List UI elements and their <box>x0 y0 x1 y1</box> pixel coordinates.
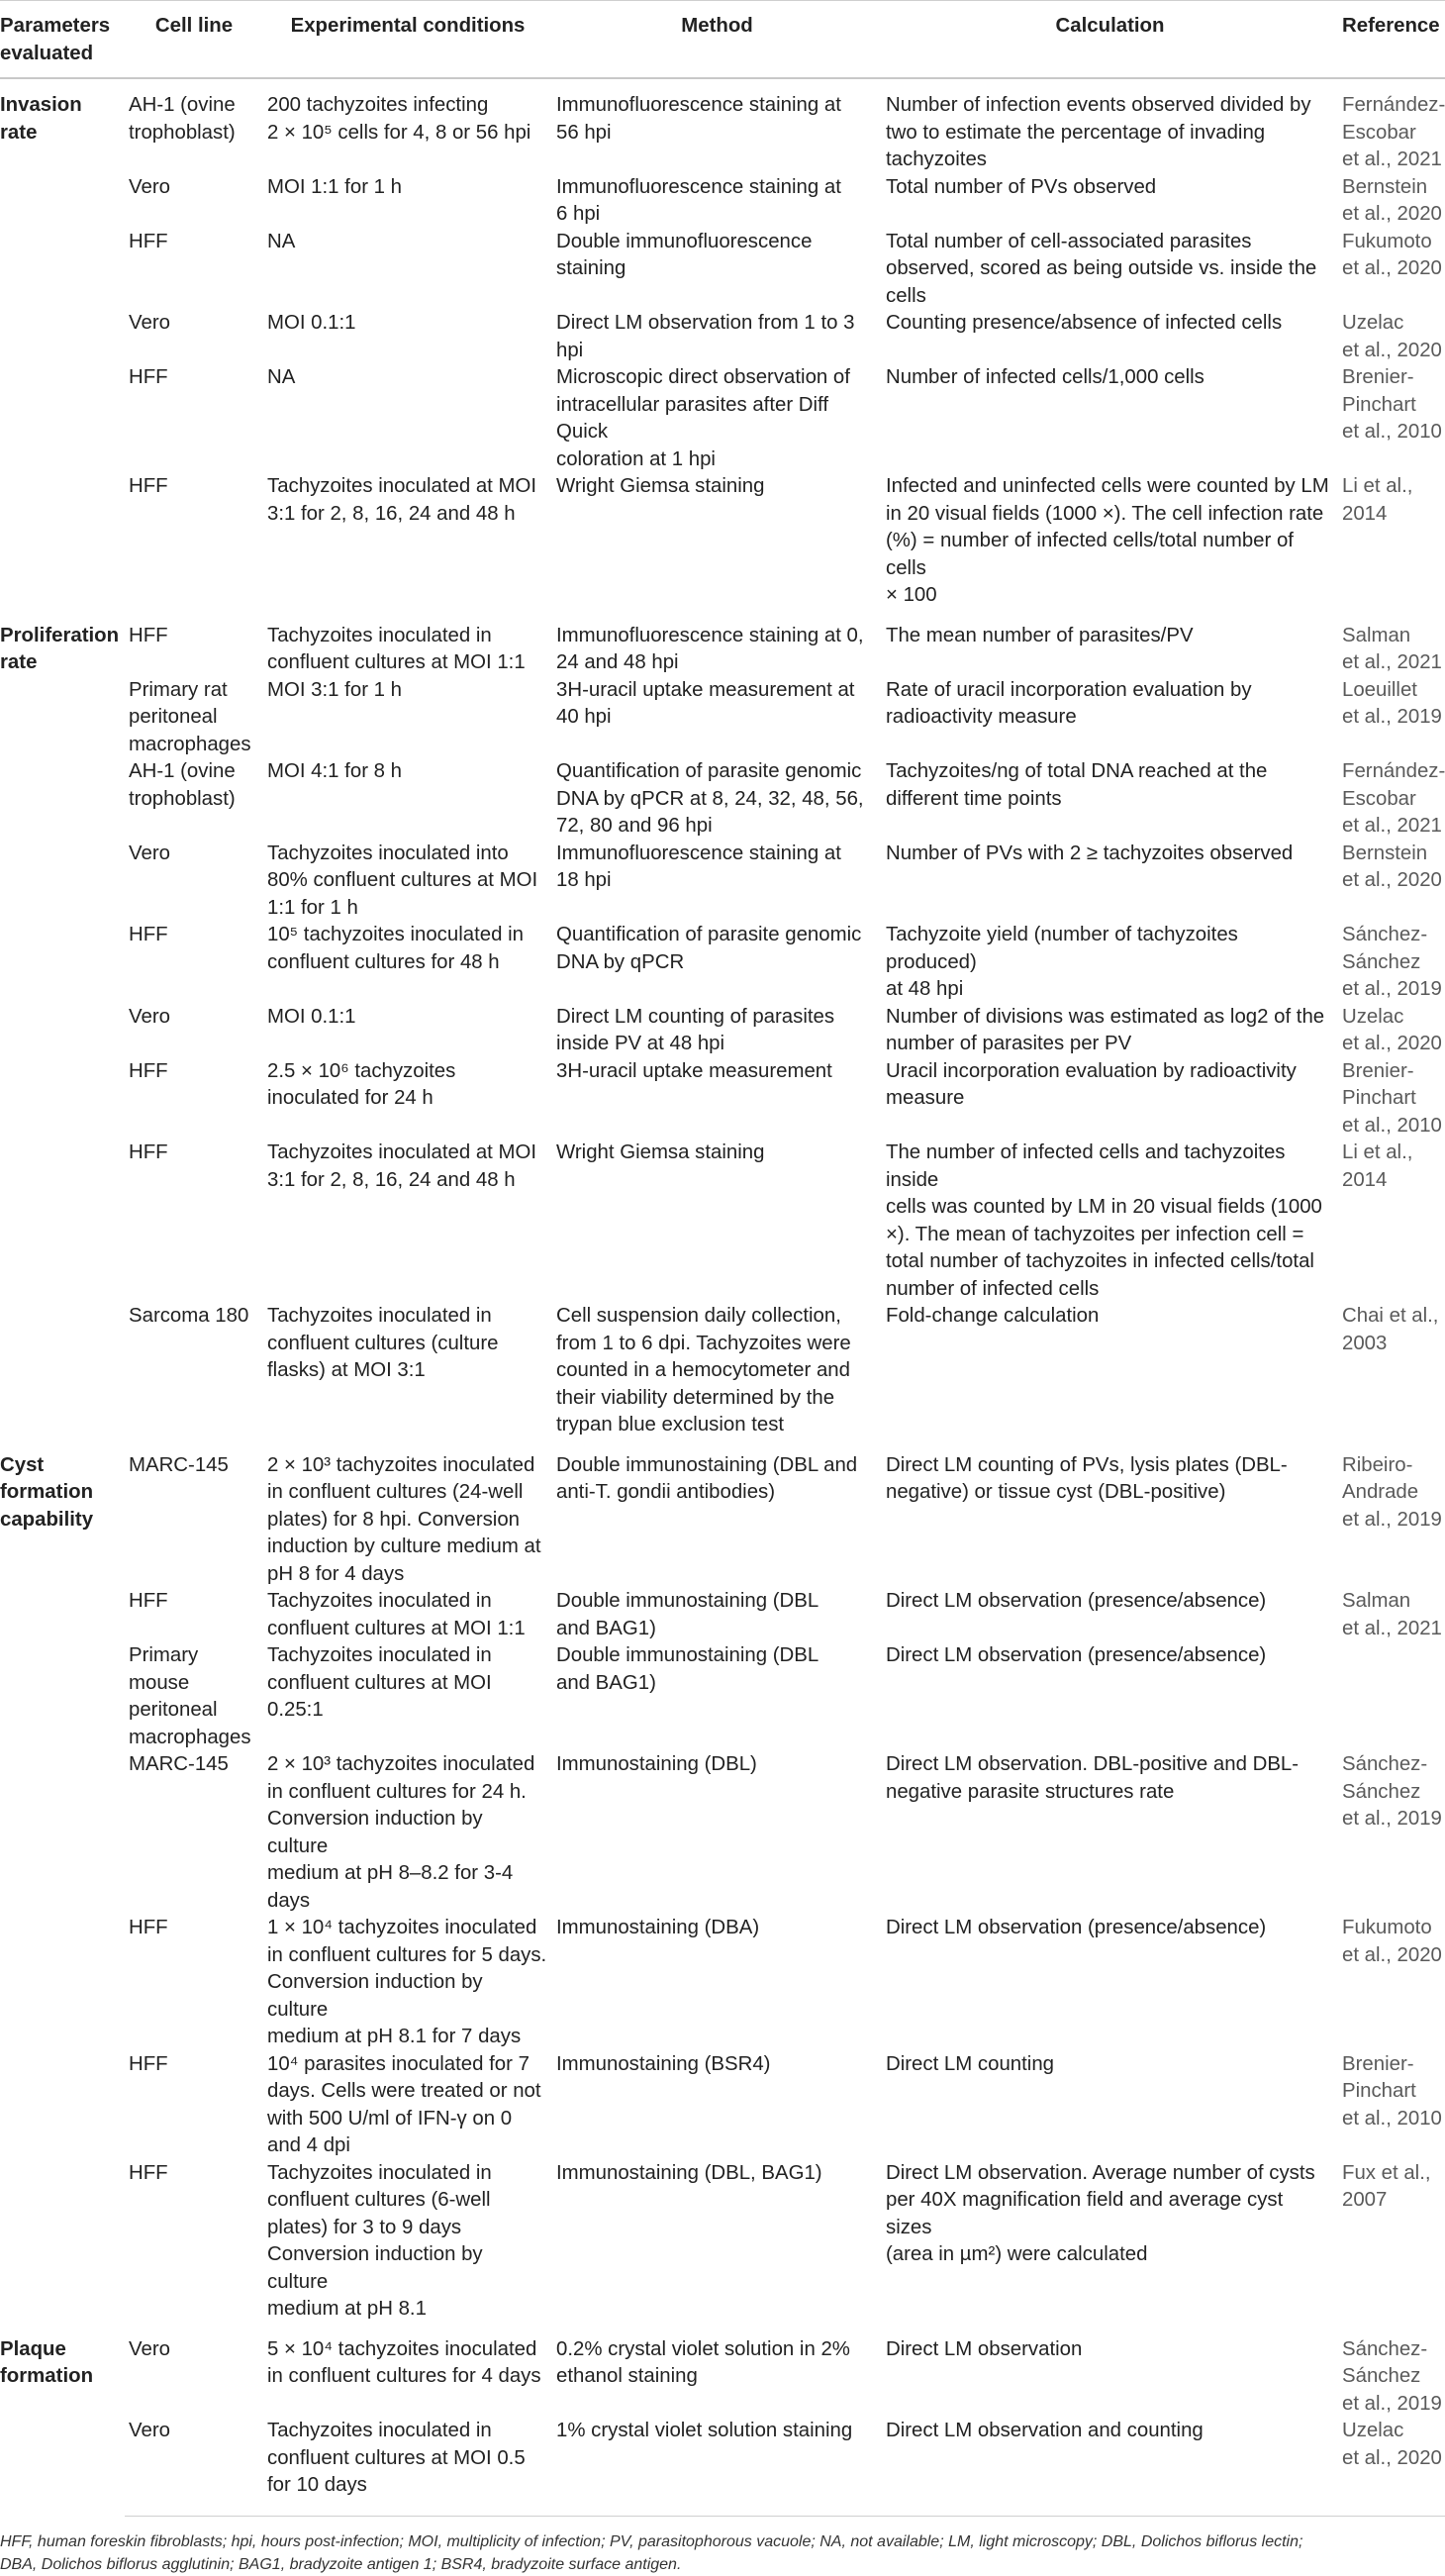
table-row <box>0 610 1445 677</box>
table-row <box>0 364 1445 473</box>
calculation-cell: Direct LM observation. Average number of cysts per 40X magnification field and average cyst sizes (area in µm²) were calculated <box>886 2161 1315 2265</box>
method-cell: Immunostaining (DBA) <box>556 1917 760 1938</box>
conditions-cell: NA <box>267 230 296 252</box>
cell-line-cell: HFF <box>129 1917 168 1938</box>
method-cell: Immunofluorescence staining at 18 hpi <box>556 842 841 891</box>
table-footnote: HFF, human foreskin fibroblasts; hpi, hours post-infection; MOI, multiplicity of infection; PV, parasitophorous vacuole; NA, not available; LM, light microscopy; DBL, Dolichos biflorus lectin; DBA, Dolichos biflorus agglutinin; BAG1, bradyzoite antigen 1; BSR4, bradyzoite surface antigen. <box>0 2532 1303 2573</box>
table-row <box>0 473 1445 610</box>
reference-cell: Brenier- Pinchart et al., 2010 <box>1342 2052 1442 2130</box>
calculation-cell: Direct LM observation <box>886 2337 1083 2360</box>
calculation-cell: Total number of cell-associated parasites observed, scored as being outside vs. inside the cells <box>886 230 1317 307</box>
calculation-cell: Direct LM observation (presence/absence) <box>886 1917 1267 1938</box>
reference-cell: Bernstein et al., 2020 <box>1342 842 1442 891</box>
conditions-cell: 10⁵ tachyzoites inoculated in confluent cultures for 48 h <box>267 924 524 973</box>
header-calculation: Calculation <box>882 1 1338 79</box>
table-row <box>0 2160 1445 2324</box>
method-cell: Wright Giemsa staining <box>556 1141 765 1163</box>
parameter-label: Cyst formation capability <box>0 1453 94 1531</box>
method-cell: Double immunostaining (DBL and BAG1) <box>556 1590 819 1639</box>
reference-cell: Sánchez- Sánchez et al., 2019 <box>1342 2337 1442 2415</box>
reference-cell: Sánchez- Sánchez et al., 2019 <box>1342 1753 1442 1830</box>
cell-line-cell: MARC-145 <box>129 1453 229 1476</box>
cell-line-cell: Primary mouse peritoneal macrophages <box>129 1644 251 1748</box>
cell-line-cell: Vero <box>129 842 170 864</box>
table-header-row <box>0 1 1445 79</box>
table-row <box>0 2051 1445 2160</box>
reference-cell: Uzelac et al., 2020 <box>1342 312 1442 361</box>
parameter-label: Plaque formation <box>0 2337 94 2387</box>
cell-line-cell: HFF <box>129 230 168 252</box>
conditions-cell: 200 tachyzoites infecting 2 × 10⁵ cells for 4, 8 or 56 hpi <box>267 94 531 144</box>
reference-cell: Ribeiro- Andrade et al., 2019 <box>1342 1453 1442 1531</box>
table-row <box>0 1915 1445 2051</box>
conditions-cell: Tachyzoites inoculated in confluent cultures at MOI 1:1 <box>267 1590 526 1639</box>
calculation-cell: Uracil incorporation evaluation by radioactivity measure <box>886 1059 1297 1109</box>
table-row <box>0 310 1445 364</box>
table-row <box>0 922 1445 1004</box>
method-cell: Quantification of parasite genomic DNA by qPCR at 8, 24, 32, 48, 56, 72, 80 and 96 hpi <box>556 760 864 837</box>
conditions-cell: 2 × 10³ tachyzoites inoculated in confluent cultures for 24 h. Conversion induction by culture medium at pH 8–8.2 for 3-4 days <box>267 1753 535 1912</box>
calculation-cell: Number of divisions was estimated as log2 of the number of parasites per PV <box>886 1005 1325 1054</box>
header-parameters: Parameters evaluated <box>0 1 125 79</box>
conditions-cell: MOI 0.1:1 <box>267 312 356 334</box>
cell-line-cell: Vero <box>129 175 170 198</box>
reference-cell: Fux et al., 2007 <box>1342 2161 1431 2211</box>
cell-line-cell: HFF <box>129 1059 168 1082</box>
conditions-cell: MOI 0.1:1 <box>267 1005 356 1028</box>
calculation-cell: Direct LM observation (presence/absence) <box>886 1644 1267 1666</box>
method-cell: Immunofluorescence staining at 56 hpi <box>556 94 841 144</box>
method-cell: 0.2% crystal violet solution in 2% ethanol staining <box>556 2337 850 2387</box>
table-row <box>0 841 1445 923</box>
conditions-cell: Tachyzoites inoculated in confluent cultures at MOI 0.25:1 <box>267 1644 492 1721</box>
method-cell: 3H-uracil uptake measurement <box>556 1059 832 1082</box>
table-row <box>0 1139 1445 1303</box>
reference-cell: Sánchez- Sánchez et al., 2019 <box>1342 924 1442 1000</box>
method-cell: Wright Giemsa staining <box>556 475 765 497</box>
method-cell: Double immunostaining (DBL and BAG1) <box>556 1644 819 1694</box>
calculation-cell: Counting presence/absence of infected cells <box>886 312 1283 334</box>
cell-line-cell: Vero <box>125 2418 263 2516</box>
conditions-cell: MOI 4:1 for 8 h <box>267 760 402 782</box>
cell-line-cell: AH-1 (ovine trophoblast) <box>129 760 236 810</box>
parameter-label: Proliferation rate <box>0 624 120 673</box>
header-cell-line: Cell line <box>125 1 263 79</box>
calculation-cell: Number of PVs with 2 ≥ tachyzoites observed <box>886 842 1294 864</box>
method-cell: Immunostaining (DBL, BAG1) <box>556 2161 822 2184</box>
conditions-cell: Tachyzoites inoculated in confluent cultures at MOI 1:1 <box>267 624 526 673</box>
conditions-cell: Tachyzoites inoculated in confluent cultures (6-well plates) for 3 to 9 days Conversion induction by culture medium at pH 8.1 <box>267 2161 492 2320</box>
method-cell: Double immunostaining (DBL and anti-T. gondii antibodies) <box>556 1453 858 1503</box>
method-cell: Immunostaining (DBL) <box>556 1753 757 1775</box>
cell-line-cell: HFF <box>129 2052 168 2075</box>
conditions-cell: MOI 3:1 for 1 h <box>267 678 402 701</box>
table-row <box>0 78 1445 174</box>
calculation-cell: Direct LM counting <box>886 2052 1054 2075</box>
conditions-cell: Tachyzoites inoculated in confluent cultures at MOI 0.5 for 10 days <box>263 2418 552 2516</box>
cell-line-cell: Primary rat peritoneal macrophages <box>129 678 251 755</box>
calculation-cell: The number of infected cells and tachyzoites inside cells was counted by LM in 20 visual fields (1000 ×). The mean of tachyzoites per infection cell = total number of tachyzoites in infected cells/total number of infected cells <box>886 1141 1322 1300</box>
header-method: Method <box>552 1 882 79</box>
table-row <box>0 174 1445 229</box>
cell-line-cell: Vero <box>129 312 170 334</box>
method-cell: Quantification of parasite genomic DNA by qPCR <box>556 924 862 973</box>
calculation-cell: Tachyzoite yield (number of tachyzoites produced) at 48 hpi <box>886 924 1238 1000</box>
method-cell: 3H-uracil uptake measurement at 40 hpi <box>556 678 855 728</box>
conditions-cell: 1 × 10⁴ tachyzoites inoculated in confluent cultures for 5 days. Conversion induction by culture medium at pH 8.1 for 7 days <box>267 1917 547 2047</box>
method-cell: Double immunofluorescence staining <box>556 230 813 279</box>
parameter-label: Invasion rate <box>0 94 82 144</box>
reference-cell: Brenier- Pinchart et al., 2010 <box>1342 1059 1442 1137</box>
reference-cell: Brenier- Pinchart et al., 2010 <box>1342 366 1442 443</box>
calculation-cell: Infected and uninfected cells were counted by LM in 20 visual fields (1000 ×). The cell infection rate (%) = number of infected cells/total number of cells × 100 <box>886 475 1329 606</box>
reference-cell: Salman et al., 2021 <box>1342 1590 1442 1639</box>
reference-cell: Chai et al., 2003 <box>1342 1305 1439 1354</box>
calculation-cell: Rate of uracil incorporation evaluation by radioactivity measure <box>886 678 1252 728</box>
conditions-cell: NA <box>267 366 296 388</box>
table-row <box>0 758 1445 841</box>
cell-line-cell: Vero <box>129 1005 170 1028</box>
calculation-cell: Tachyzoites/ng of total DNA reached at the different time points <box>886 760 1268 810</box>
table-row <box>0 1058 1445 1140</box>
header-conditions: Experimental conditions <box>263 1 552 79</box>
cell-line-cell: MARC-145 <box>129 1753 229 1775</box>
calculation-cell: Direct LM observation (presence/absence) <box>886 1590 1267 1612</box>
cell-line-cell: HFF <box>129 1590 168 1612</box>
calculation-cell: Direct LM counting of PVs, lysis plates (DBL- negative) or tissue cyst (DBL-positive) <box>886 1453 1288 1503</box>
calculation-cell: Direct LM observation. DBL-positive and DBL- negative parasite structures rate <box>886 1753 1300 1803</box>
cell-line-cell: HFF <box>129 366 168 388</box>
cell-line-cell: Vero <box>129 2337 170 2360</box>
conditions-cell: Tachyzoites inoculated at MOI 3:1 for 2, 8, 16, 24 and 48 h <box>267 1141 537 1191</box>
table-row <box>0 1642 1445 1751</box>
reference-cell <box>1338 1642 1445 1751</box>
reference-cell: Fernández- Escobar et al., 2021 <box>1342 94 1445 170</box>
cell-line-cell: HFF <box>129 924 168 945</box>
calculation-cell: The mean number of parasites/PV <box>886 624 1194 646</box>
conditions-cell: 2.5 × 10⁶ tachyzoites inoculated for 24 h <box>267 1059 456 1109</box>
table-row <box>0 1004 1445 1058</box>
method-cell: Immunostaining (BSR4) <box>556 2052 771 2075</box>
table-body <box>0 78 1445 2516</box>
reference-cell: Salman et al., 2021 <box>1342 624 1442 673</box>
conditions-cell: 10⁴ parasites inoculated for 7 days. Cells were treated or not with 500 U/ml of IFN-γ on 0 and 4 dpi <box>267 2052 541 2156</box>
cell-line-cell: HFF <box>129 1141 168 1163</box>
method-cell: Microscopic direct observation of intracellular parasites after Diff Quick coloration at 1 hpi <box>556 366 850 470</box>
reference-cell: Li et al., 2014 <box>1342 475 1413 525</box>
table-row <box>0 677 1445 759</box>
conditions-cell: Tachyzoites inoculated in confluent cultures (culture flasks) at MOI 3:1 <box>267 1305 499 1381</box>
cell-line-cell: HFF <box>129 475 168 497</box>
calculation-cell: Number of infection events observed divided by two to estimate the percentage of invading tachyzoites <box>886 94 1311 170</box>
reference-cell: Fukumoto et al., 2020 <box>1342 1917 1442 1966</box>
cell-line-cell: AH-1 (ovine trophoblast) <box>129 94 236 144</box>
method-cell: Direct LM counting of parasites inside PV at 48 hpi <box>556 1005 835 1054</box>
conditions-cell: MOI 1:1 for 1 h <box>267 175 402 198</box>
header-reference: Reference <box>1338 1 1445 79</box>
conditions-cell: Tachyzoites inoculated at MOI 3:1 for 2, 8, 16, 24 and 48 h <box>267 475 537 525</box>
table-row <box>0 2418 1445 2516</box>
table-row <box>0 1303 1445 1439</box>
table-row <box>0 1439 1445 1589</box>
method-cell: Immunofluorescence staining at 6 hpi <box>556 175 841 225</box>
calculation-cell: Direct LM observation and counting <box>882 2418 1338 2516</box>
conditions-cell: 5 × 10⁴ tachyzoites inoculated in confluent cultures for 4 days <box>267 2337 541 2387</box>
reference-cell: Bernstein et al., 2020 <box>1342 175 1442 225</box>
reference-cell: Uzelac et al., 2020 <box>1342 1005 1442 1054</box>
method-cell: 1% crystal violet solution staining <box>552 2418 882 2516</box>
table-row <box>0 1588 1445 1642</box>
method-cell: Immunofluorescence staining at 0, 24 and 48 hpi <box>556 624 864 673</box>
table-row <box>0 2324 1445 2419</box>
reference-cell: Fukumoto et al., 2020 <box>1342 230 1442 279</box>
calculation-cell: Number of infected cells/1,000 cells <box>886 366 1204 388</box>
table-row <box>0 229 1445 311</box>
cell-line-cell: Sarcoma 180 <box>129 1305 249 1327</box>
reference-cell: Loeuillet et al., 2019 <box>1342 678 1442 728</box>
method-cell: Direct LM observation from 1 to 3 hpi <box>556 312 855 361</box>
cell-line-cell: HFF <box>129 624 168 646</box>
conditions-cell: 2 × 10³ tachyzoites inoculated in confluent cultures (24-well plates) for 8 hpi. Conversion induction by culture medium at pH 8 for 4 days <box>267 1453 541 1585</box>
method-cell: Cell suspension daily collection, from 1 to 6 dpi. Tachyzoites were counted in a hemocytometer and their viability determined by the trypan blue exclusion test <box>556 1305 851 1436</box>
calculation-cell: Total number of PVs observed <box>886 175 1157 198</box>
table-row <box>0 1751 1445 1915</box>
conditions-cell: Tachyzoites inoculated into 80% confluent cultures at MOI 1:1 for 1 h <box>267 842 538 919</box>
cell-line-cell: HFF <box>129 2161 168 2184</box>
reference-cell: Fernández- Escobar et al., 2021 <box>1342 760 1445 837</box>
reference-cell: Uzelac et al., 2020 <box>1338 2418 1445 2516</box>
reference-cell: Li et al., 2014 <box>1342 1141 1413 1191</box>
calculation-cell: Fold-change calculation <box>886 1305 1100 1327</box>
